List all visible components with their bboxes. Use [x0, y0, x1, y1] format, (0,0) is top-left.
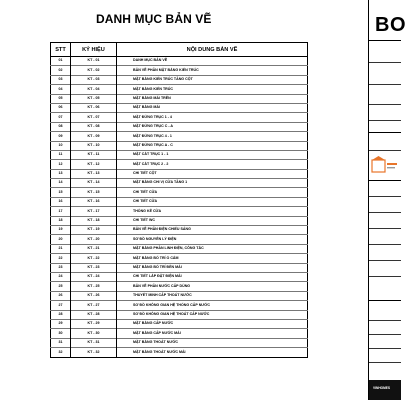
- row-name-cell: MẶT BẰNG CẤP NƯỚC MÁI: [117, 329, 308, 338]
- row-stt-cell: 26: [51, 291, 71, 300]
- row-code-cell: KT - 05: [71, 94, 117, 103]
- row-name-cell: MẶT ĐỨNG TRỤC C - A: [117, 122, 308, 131]
- divider: [369, 84, 401, 85]
- row-code-cell: KT - 23: [71, 263, 117, 272]
- divider: [369, 196, 401, 197]
- row-stt-cell: 29: [51, 319, 71, 328]
- row-stt-cell: 27: [51, 301, 71, 310]
- table-row: [51, 272, 308, 281]
- table-header-row: [51, 43, 308, 57]
- row-name-cell: CHI TIẾT CỘT: [117, 169, 308, 178]
- row-code-cell: KT - 04: [71, 85, 117, 94]
- table-row: [51, 338, 308, 347]
- title-block: [368, 0, 406, 400]
- row-stt-cell: 25: [51, 282, 71, 291]
- row-code-cell: KT - 24: [71, 272, 117, 281]
- row-stt-cell: 23: [51, 263, 71, 272]
- row-stt-cell: 16: [51, 197, 71, 206]
- row-stt-cell: 22: [51, 254, 71, 263]
- row-name-cell: MẶT BẰNG MÁI: [117, 103, 308, 112]
- title-block-footer-text: VINHOMES: [373, 386, 391, 390]
- row-code-cell: KT - 11: [71, 150, 117, 159]
- row-name-cell: CHI TIẾT LẮP ĐẶT ĐIỆN MÁI: [117, 272, 308, 281]
- row-code-cell: KT - 29: [71, 319, 117, 328]
- row-name-cell: SƠ ĐỒ KHÔNG GIAN HỆ THOÁT CẤP NƯỚC: [117, 310, 308, 319]
- divider: [369, 120, 401, 121]
- row-code-cell: KT - 13: [71, 169, 117, 178]
- table-row: [51, 150, 308, 159]
- row-code-cell: KT - 26: [71, 291, 117, 300]
- table-row: [51, 226, 308, 235]
- row-code-cell: KT - 12: [71, 160, 117, 169]
- divider: [369, 334, 401, 335]
- row-stt-cell: 10: [51, 141, 71, 150]
- row-name-cell: MẶT BẰNG KIẾN TRÚC: [117, 85, 308, 94]
- table-row: [51, 141, 308, 150]
- row-stt-cell: 31: [51, 338, 71, 347]
- table-row: [51, 94, 308, 103]
- row-code-cell: KT - 18: [71, 216, 117, 225]
- row-name-cell: MẶT BẰNG CHI VỊ CỬA TẦNG 1: [117, 179, 308, 188]
- title-block-footer: [369, 380, 401, 400]
- divider: [369, 62, 401, 63]
- row-stt-cell: 28: [51, 310, 71, 319]
- table-row: [51, 244, 308, 253]
- row-name-cell: MẶT BẰNG MÁI TRÊN: [117, 94, 308, 103]
- row-stt-cell: 18: [51, 216, 71, 225]
- row-code-cell: KT - 27: [71, 301, 117, 310]
- row-name-cell: CHI TIẾT CỬA: [117, 188, 308, 197]
- table-row: [51, 263, 308, 272]
- table-row: [51, 75, 308, 84]
- row-name-cell: MẶT CẮT TRỤC 1 - 1: [117, 150, 308, 159]
- row-name-cell: MẶT BẰNG BỐ TRÍ ĐÈN MÁI: [117, 263, 308, 272]
- divider: [369, 132, 401, 133]
- row-stt-cell: 13: [51, 169, 71, 178]
- row-name-cell: CHI TIẾT WC: [117, 216, 308, 225]
- divider: [369, 150, 401, 151]
- row-name-cell: MẶT BẰNG KIẾN TRÚC TẦNG CỘT: [117, 75, 308, 84]
- row-code-cell: KT - 25: [71, 282, 117, 291]
- row-name-cell: BẢN VẼ PHẦN MẶT BẰNG KIẾN TRÚC: [117, 66, 308, 75]
- column-header-stt: STT: [51, 43, 71, 57]
- table-row: [51, 188, 308, 197]
- table-row: [51, 160, 308, 169]
- row-code-cell: KT - 16: [71, 197, 117, 206]
- table-row: [51, 85, 308, 94]
- row-stt-cell: 20: [51, 235, 71, 244]
- row-code-cell: KT - 09: [71, 132, 117, 141]
- drawing-list-table: [50, 42, 308, 358]
- company-logo-icon: [371, 157, 399, 177]
- divider: [369, 300, 401, 301]
- row-name-cell: MẶT ĐỨNG TRỤC 1 - 4: [117, 113, 308, 122]
- table-row: [51, 301, 308, 310]
- row-name-cell: MẶT BẰNG THOÁT NƯỚC MÁI: [117, 348, 308, 357]
- row-stt-cell: 30: [51, 329, 71, 338]
- row-name-cell: CHI TIẾT CỬA: [117, 197, 308, 206]
- row-code-cell: KT - 14: [71, 179, 117, 188]
- table-row: [51, 169, 308, 178]
- document-title: DANH MỤC BẢN VẼ: [96, 12, 212, 26]
- row-name-cell: SƠ ĐỒ NGUYÊN LÝ ĐIỆN: [117, 235, 308, 244]
- row-name-cell: MẶT ĐỨNG TRỤC A - C: [117, 141, 308, 150]
- row-code-cell: KT - 03: [71, 75, 117, 84]
- table-row: [51, 291, 308, 300]
- row-name-cell: MẶT CẮT TRỤC 2 - 2: [117, 160, 308, 169]
- table-row: [51, 216, 308, 225]
- divider: [369, 104, 401, 105]
- table-row: [51, 348, 308, 357]
- row-name-cell: SƠ ĐỒ KHÔNG GIAN HỆ THỐNG CẤP NƯỚC: [117, 301, 308, 310]
- table-row: [51, 207, 308, 216]
- row-stt-cell: 14: [51, 179, 71, 188]
- row-name-cell: MẶT ĐỨNG TRỤC 4 - 1: [117, 132, 308, 141]
- column-header-content: NỘI DUNG BẢN VẼ: [117, 43, 308, 57]
- row-name-cell: THUYẾT MINH CẤP THOÁT NƯỚC: [117, 291, 308, 300]
- table-row: [51, 319, 308, 328]
- row-stt-cell: 09: [51, 132, 71, 141]
- row-stt-cell: 12: [51, 160, 71, 169]
- row-code-cell: KT - 07: [71, 113, 117, 122]
- row-stt-cell: 06: [51, 103, 71, 112]
- row-code-cell: KT - 02: [71, 66, 117, 75]
- divider: [369, 228, 401, 229]
- row-code-cell: KT - 31: [71, 338, 117, 347]
- row-code-cell: KT - 06: [71, 103, 117, 112]
- table-row: [51, 310, 308, 319]
- table-row: [51, 179, 308, 188]
- row-stt-cell: 24: [51, 272, 71, 281]
- row-name-cell: BẢN VẼ PHẦN NƯỚC CẤP DÙNG: [117, 282, 308, 291]
- row-name-cell: MẶT BẰNG PHẦN LINH ĐIỆN, CÔNG TẮC: [117, 244, 308, 253]
- row-code-cell: KT - 32: [71, 348, 117, 357]
- table-body: [51, 57, 308, 358]
- row-code-cell: KT - 20: [71, 235, 117, 244]
- row-code-cell: KT - 28: [71, 310, 117, 319]
- table-row: [51, 103, 308, 112]
- divider: [369, 40, 401, 41]
- row-stt-cell: 07: [51, 113, 71, 122]
- row-code-cell: KT - 19: [71, 226, 117, 235]
- table-row: [51, 282, 308, 291]
- row-stt-cell: 05: [51, 94, 71, 103]
- divider: [369, 180, 401, 181]
- row-stt-cell: 17: [51, 207, 71, 216]
- row-name-cell: MẶT BẰNG BỐ TRÍ Ổ CẮM: [117, 254, 308, 263]
- row-name-cell: MẶT BẰNG THOÁT NƯỚC: [117, 338, 308, 347]
- table-row: [51, 254, 308, 263]
- row-stt-cell: 04: [51, 85, 71, 94]
- row-code-cell: KT - 15: [71, 188, 117, 197]
- title-block-header: BO: [375, 14, 406, 36]
- row-stt-cell: 32: [51, 348, 71, 357]
- row-stt-cell: 08: [51, 122, 71, 131]
- table-row: [51, 197, 308, 206]
- divider: [369, 212, 401, 213]
- row-name-cell: MẶT BẰNG CẤP NƯỚC: [117, 319, 308, 328]
- row-code-cell: KT - 21: [71, 244, 117, 253]
- table-row: [51, 122, 308, 131]
- divider: [369, 260, 401, 261]
- table-row: [51, 57, 308, 66]
- row-code-cell: KT - 30: [71, 329, 117, 338]
- row-name-cell: BẢN VẼ PHẦN ĐIỆN CHIẾU SÁNG: [117, 226, 308, 235]
- row-code-cell: KT - 17: [71, 207, 117, 216]
- table-row: [51, 132, 308, 141]
- row-code-cell: KT - 22: [71, 254, 117, 263]
- table-row: [51, 329, 308, 338]
- row-code-cell: KT - 01: [71, 57, 117, 66]
- divider: [369, 320, 401, 321]
- row-name-cell: THỐNG KÊ CỬA: [117, 207, 308, 216]
- row-stt-cell: 03: [51, 75, 71, 84]
- row-name-cell: DANH MỤC BẢN VẼ: [117, 57, 308, 66]
- column-header-code: KÝ HIỆU: [71, 43, 117, 57]
- row-stt-cell: 15: [51, 188, 71, 197]
- table-row: [51, 66, 308, 75]
- row-stt-cell: 19: [51, 226, 71, 235]
- table-row: [51, 113, 308, 122]
- row-stt-cell: 21: [51, 244, 71, 253]
- row-stt-cell: 01: [51, 57, 71, 66]
- divider: [369, 362, 401, 363]
- table-row: [51, 235, 308, 244]
- divider: [369, 348, 401, 349]
- row-stt-cell: 11: [51, 150, 71, 159]
- divider: [369, 244, 401, 245]
- row-code-cell: KT - 10: [71, 141, 117, 150]
- row-stt-cell: 02: [51, 66, 71, 75]
- divider: [369, 276, 401, 277]
- row-code-cell: KT - 08: [71, 122, 117, 131]
